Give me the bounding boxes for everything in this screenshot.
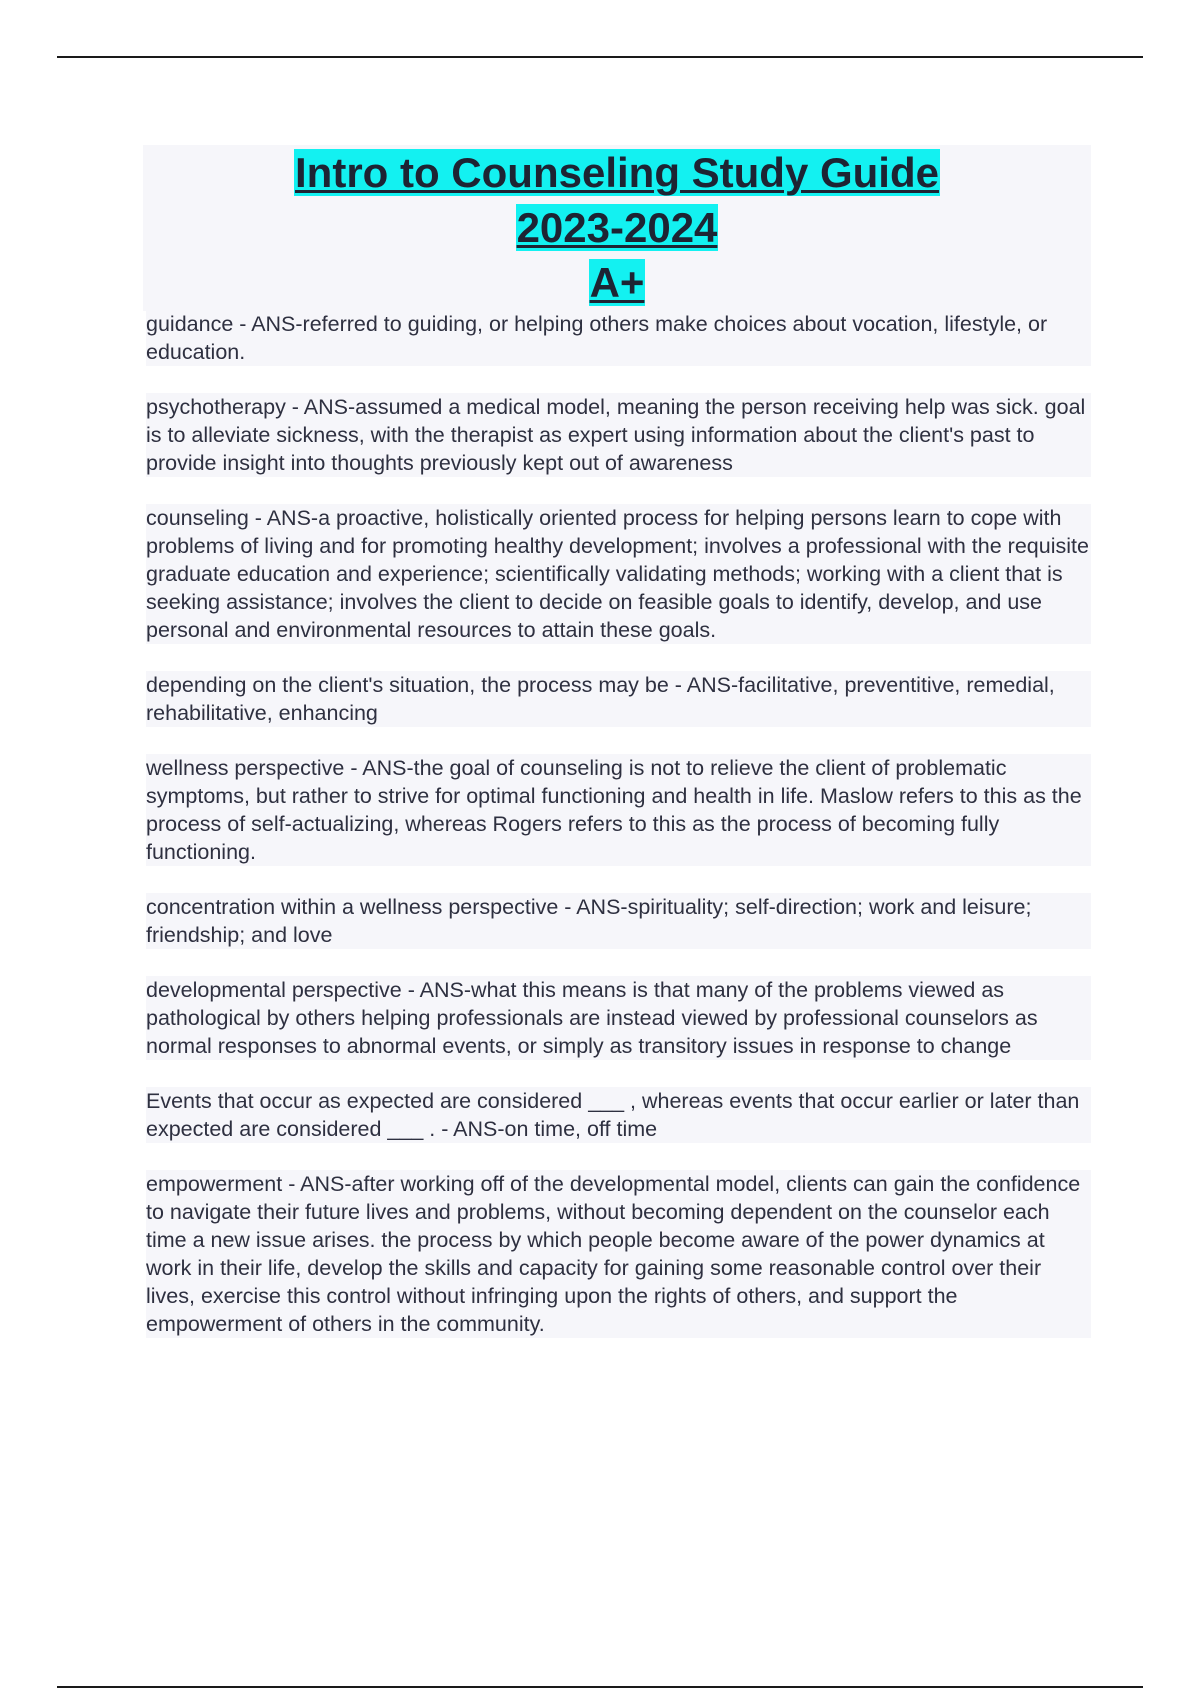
document-title-line-3: A+ — [589, 259, 645, 306]
entry-guidance: guidance - ANS-referred to guiding, or helping others make choices about vocation, lifestyle, or education. — [146, 310, 1091, 366]
entry-on-time-off-time: Events that occur as expected are considered ___ , whereas events that occur earlier or later than expected are considered ___ . - ANS-on time, off time — [146, 1087, 1091, 1143]
document-title-line-2: 2023-2024 — [516, 204, 718, 251]
top-rule — [57, 56, 1143, 58]
entry-developmental-perspective: developmental perspective - ANS-what this means is that many of the problems viewed as pathological by others helping professionals are instead viewed by professional counselors as normal responses to abnormal events, or simply as transitory issues in response to change — [146, 976, 1091, 1060]
entry-empowerment: empowerment - ANS-after working off of the developmental model, clients can gain the confidence to navigate their future lives and problems, without becoming dependent on the counselor each time a new issue arises. the process by which people become aware of the power dynamics at work in their life, develop the skills and capacity for gaining some reasonable control over their lives, exercise this control without infringing upon the rights of others, and support the empowerment of others in the community. — [146, 1170, 1091, 1338]
study-guide-content — [146, 310, 1091, 1365]
entry-psychotherapy: psychotherapy - ANS-assumed a medical model, meaning the person receiving help was sick. goal is to alleviate sickness, with the therapist as expert using information about the client's past to provide insight into thoughts previously kept out of awareness — [146, 393, 1091, 477]
entry-counseling: counseling - ANS-a proactive, holistically oriented process for helping persons learn to cope with problems of living and for promoting healthy development; involves a professional with the requisite graduate education and experience; scientifically validating methods; working with a client that is seeking assistance; involves the client to decide on feasible goals to identify, develop, and use personal and environmental resources to attain these goals. — [146, 504, 1091, 644]
title-block — [143, 145, 1091, 311]
bottom-rule — [57, 1686, 1143, 1688]
entry-wellness-concentration: concentration within a wellness perspective - ANS-spirituality; self-direction; work and leisure; friendship; and love — [146, 893, 1091, 949]
document-title-line-1: Intro to Counseling Study Guide — [295, 149, 939, 196]
entry-process-types: depending on the client's situation, the process may be - ANS-facilitative, preventitive, remedial, rehabilitative, enhancing — [146, 671, 1091, 727]
entry-wellness-perspective: wellness perspective - ANS-the goal of counseling is not to relieve the client of problematic symptoms, but rather to strive for optimal functioning and health in life. Maslow refers to this as the process of self-actualizing, whereas Rogers refers to this as the process of becoming fully functioning. — [146, 754, 1091, 866]
